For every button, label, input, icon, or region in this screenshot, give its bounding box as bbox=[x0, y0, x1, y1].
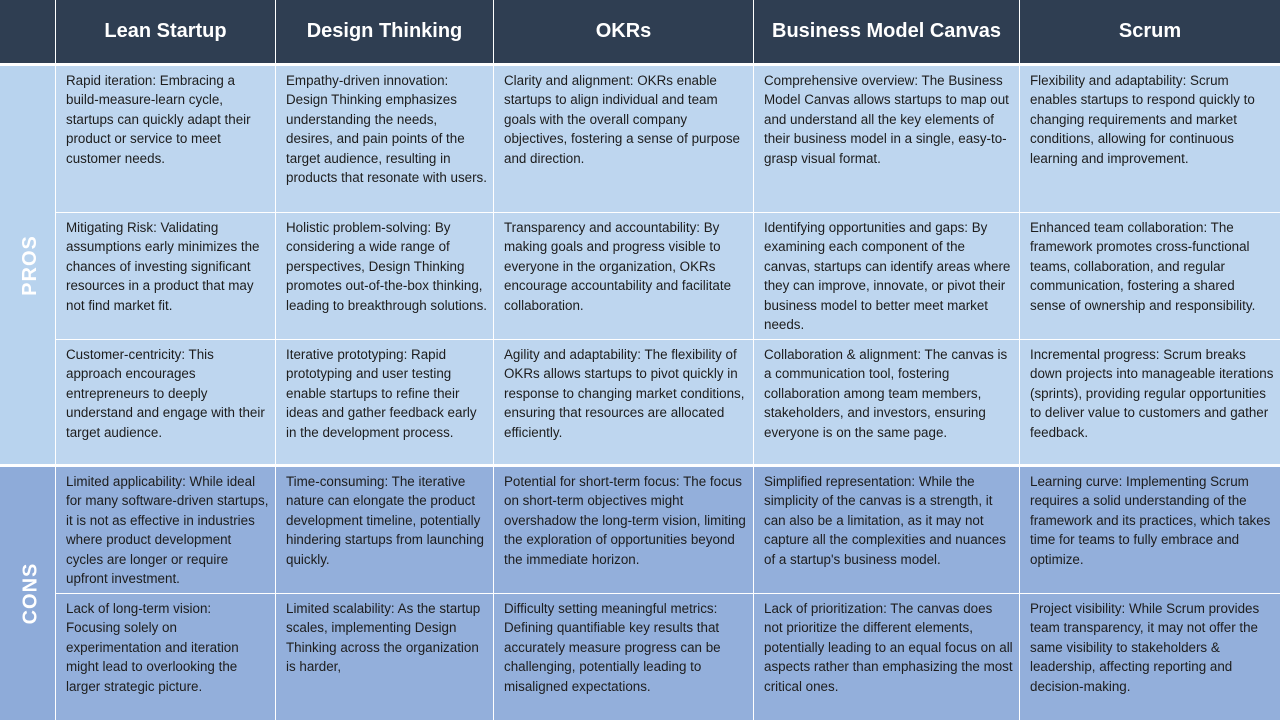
pros-row-1 bbox=[0, 66, 1280, 213]
pros-cell-okrs: Agility and adaptability: The flexibility of OKRs allows startups to pivot quickly in response to changing market conditions, ensuring that resources are allocated efficiently. bbox=[494, 340, 754, 467]
pros-row-3 bbox=[0, 340, 1280, 467]
cons-cell-okrs: Potential for short-term focus: The focus on short-term objectives might overshadow the long-term vision, limiting the exploration of opportunities beyond the immediate horizon. bbox=[494, 467, 754, 594]
pros-label-text: PROS bbox=[18, 234, 41, 296]
cons-cell-scrum: Learning curve: Implementing Scrum requires a solid understanding of the framework and its practices, which takes time for teams to fully embrace and optimize. bbox=[1020, 467, 1280, 594]
cons-cell-lean-startup: Lack of long-term vision: Focusing solely on experimentation and iteration might lead to overlooking the larger strategic picture. bbox=[56, 594, 276, 720]
cons-label-text: CONS bbox=[19, 562, 42, 625]
cons-row-1 bbox=[0, 467, 1280, 594]
column-header-business-model-canvas: Business Model Canvas bbox=[754, 0, 1020, 66]
corner-cell bbox=[0, 0, 56, 66]
column-header-design-thinking: Design Thinking bbox=[276, 0, 494, 66]
pros-cell-design-thinking: Empathy-driven innovation: Design Thinking emphasizes understanding the needs, desires, and pain points of the target audience, resulting in products that resonate with users. bbox=[276, 66, 494, 213]
cons-cell-business-model-canvas: Simplified representation: While the simplicity of the canvas is a strength, it can also be a limitation, as it may not capture all the complexities and nuances of a startup's business model. bbox=[754, 467, 1020, 594]
pros-cell-lean-startup: Rapid iteration: Embracing a build-measure-learn cycle, startups can quickly adapt their product or service to meet customer needs. bbox=[56, 66, 276, 213]
cons-row-2 bbox=[0, 594, 1280, 720]
pros-cell-business-model-canvas: Identifying opportunities and gaps: By examining each component of the canvas, startups can identify areas where they can improve, innovate, or pivot their business model to better meet market needs. bbox=[754, 213, 1020, 340]
pros-cell-lean-startup: Mitigating Risk: Validating assumptions early minimizes the chances of investing significant resources in a product that may not find market fit. bbox=[56, 213, 276, 340]
pros-row-2 bbox=[0, 213, 1280, 340]
pros-cell-scrum: Enhanced team collaboration: The framework promotes cross-functional teams, collaboration, and regular communication, fostering a shared sense of ownership and responsibility. bbox=[1020, 213, 1280, 340]
cons-cell-design-thinking: Time-consuming: The iterative nature can elongate the product development timeline, potentially hindering startups from launching quickly. bbox=[276, 467, 494, 594]
cons-cell-business-model-canvas: Lack of prioritization: The canvas does not prioritize the different elements, potentially leading to an equal focus on all aspects rather than emphasizing the most critical ones. bbox=[754, 594, 1020, 720]
column-header-scrum: Scrum bbox=[1020, 0, 1280, 66]
pros-cell-business-model-canvas: Comprehensive overview: The Business Model Canvas allows startups to map out and understand all the key elements of their business model in a single, easy-to-grasp visual format. bbox=[754, 66, 1020, 213]
pros-cell-design-thinking: Holistic problem-solving: By considering a wide range of perspectives, Design Thinking promotes out-of-the-box thinking, leading to breakthrough solutions. bbox=[276, 213, 494, 340]
column-header-okrs: OKRs bbox=[494, 0, 754, 66]
cons-cell-okrs: Difficulty setting meaningful metrics: Defining quantifiable key results that accurately measure progress can be challenging, potentially leading to misaligned expectations. bbox=[494, 594, 754, 720]
pros-section-label bbox=[0, 66, 56, 467]
pros-cell-okrs: Clarity and alignment: OKRs enable startups to align individual and team goals with the overall company objectives, fostering a sense of purpose and direction. bbox=[494, 66, 754, 213]
cons-cell-scrum: Project visibility: While Scrum provides team transparency, it may not offer the same visibility to stakeholders & leadership, affecting reporting and decision-making. bbox=[1020, 594, 1280, 720]
pros-cell-okrs: Transparency and accountability: By making goals and progress visible to everyone in the organization, OKRs encourage accountability and facilitate collaboration. bbox=[494, 213, 754, 340]
cons-cell-design-thinking: Limited scalability: As the startup scales, implementing Design Thinking across the organization is harder, bbox=[276, 594, 494, 720]
pros-cell-lean-startup: Customer-centricity: This approach encourages entrepreneurs to deeply understand and engage with their target audience. bbox=[56, 340, 276, 467]
column-header-lean-startup: Lean Startup bbox=[56, 0, 276, 66]
pros-cell-business-model-canvas: Collaboration & alignment: The canvas is a communication tool, fostering collaboration among team members, stakeholders, and investors, ensuring everyone is on the same page. bbox=[754, 340, 1020, 467]
pros-cell-design-thinking: Iterative prototyping: Rapid prototyping and user testing enable startups to refine their ideas and gather feedback early in the development process. bbox=[276, 340, 494, 467]
pros-cell-scrum: Incremental progress: Scrum breaks down projects into manageable iterations (sprints), providing regular opportunities to deliver value to customers and gather feedback. bbox=[1020, 340, 1280, 467]
pros-cell-scrum: Flexibility and adaptability: Scrum enables startups to respond quickly to changing requirements and market conditions, allowing for continuous learning and improvement. bbox=[1020, 66, 1280, 213]
header-row bbox=[0, 0, 1280, 66]
cons-section-label bbox=[0, 467, 56, 720]
cons-cell-lean-startup: Limited applicability: While ideal for many software-driven startups, it is not as effective in industries where product development cycles are longer or require upfront investment. bbox=[56, 467, 276, 594]
